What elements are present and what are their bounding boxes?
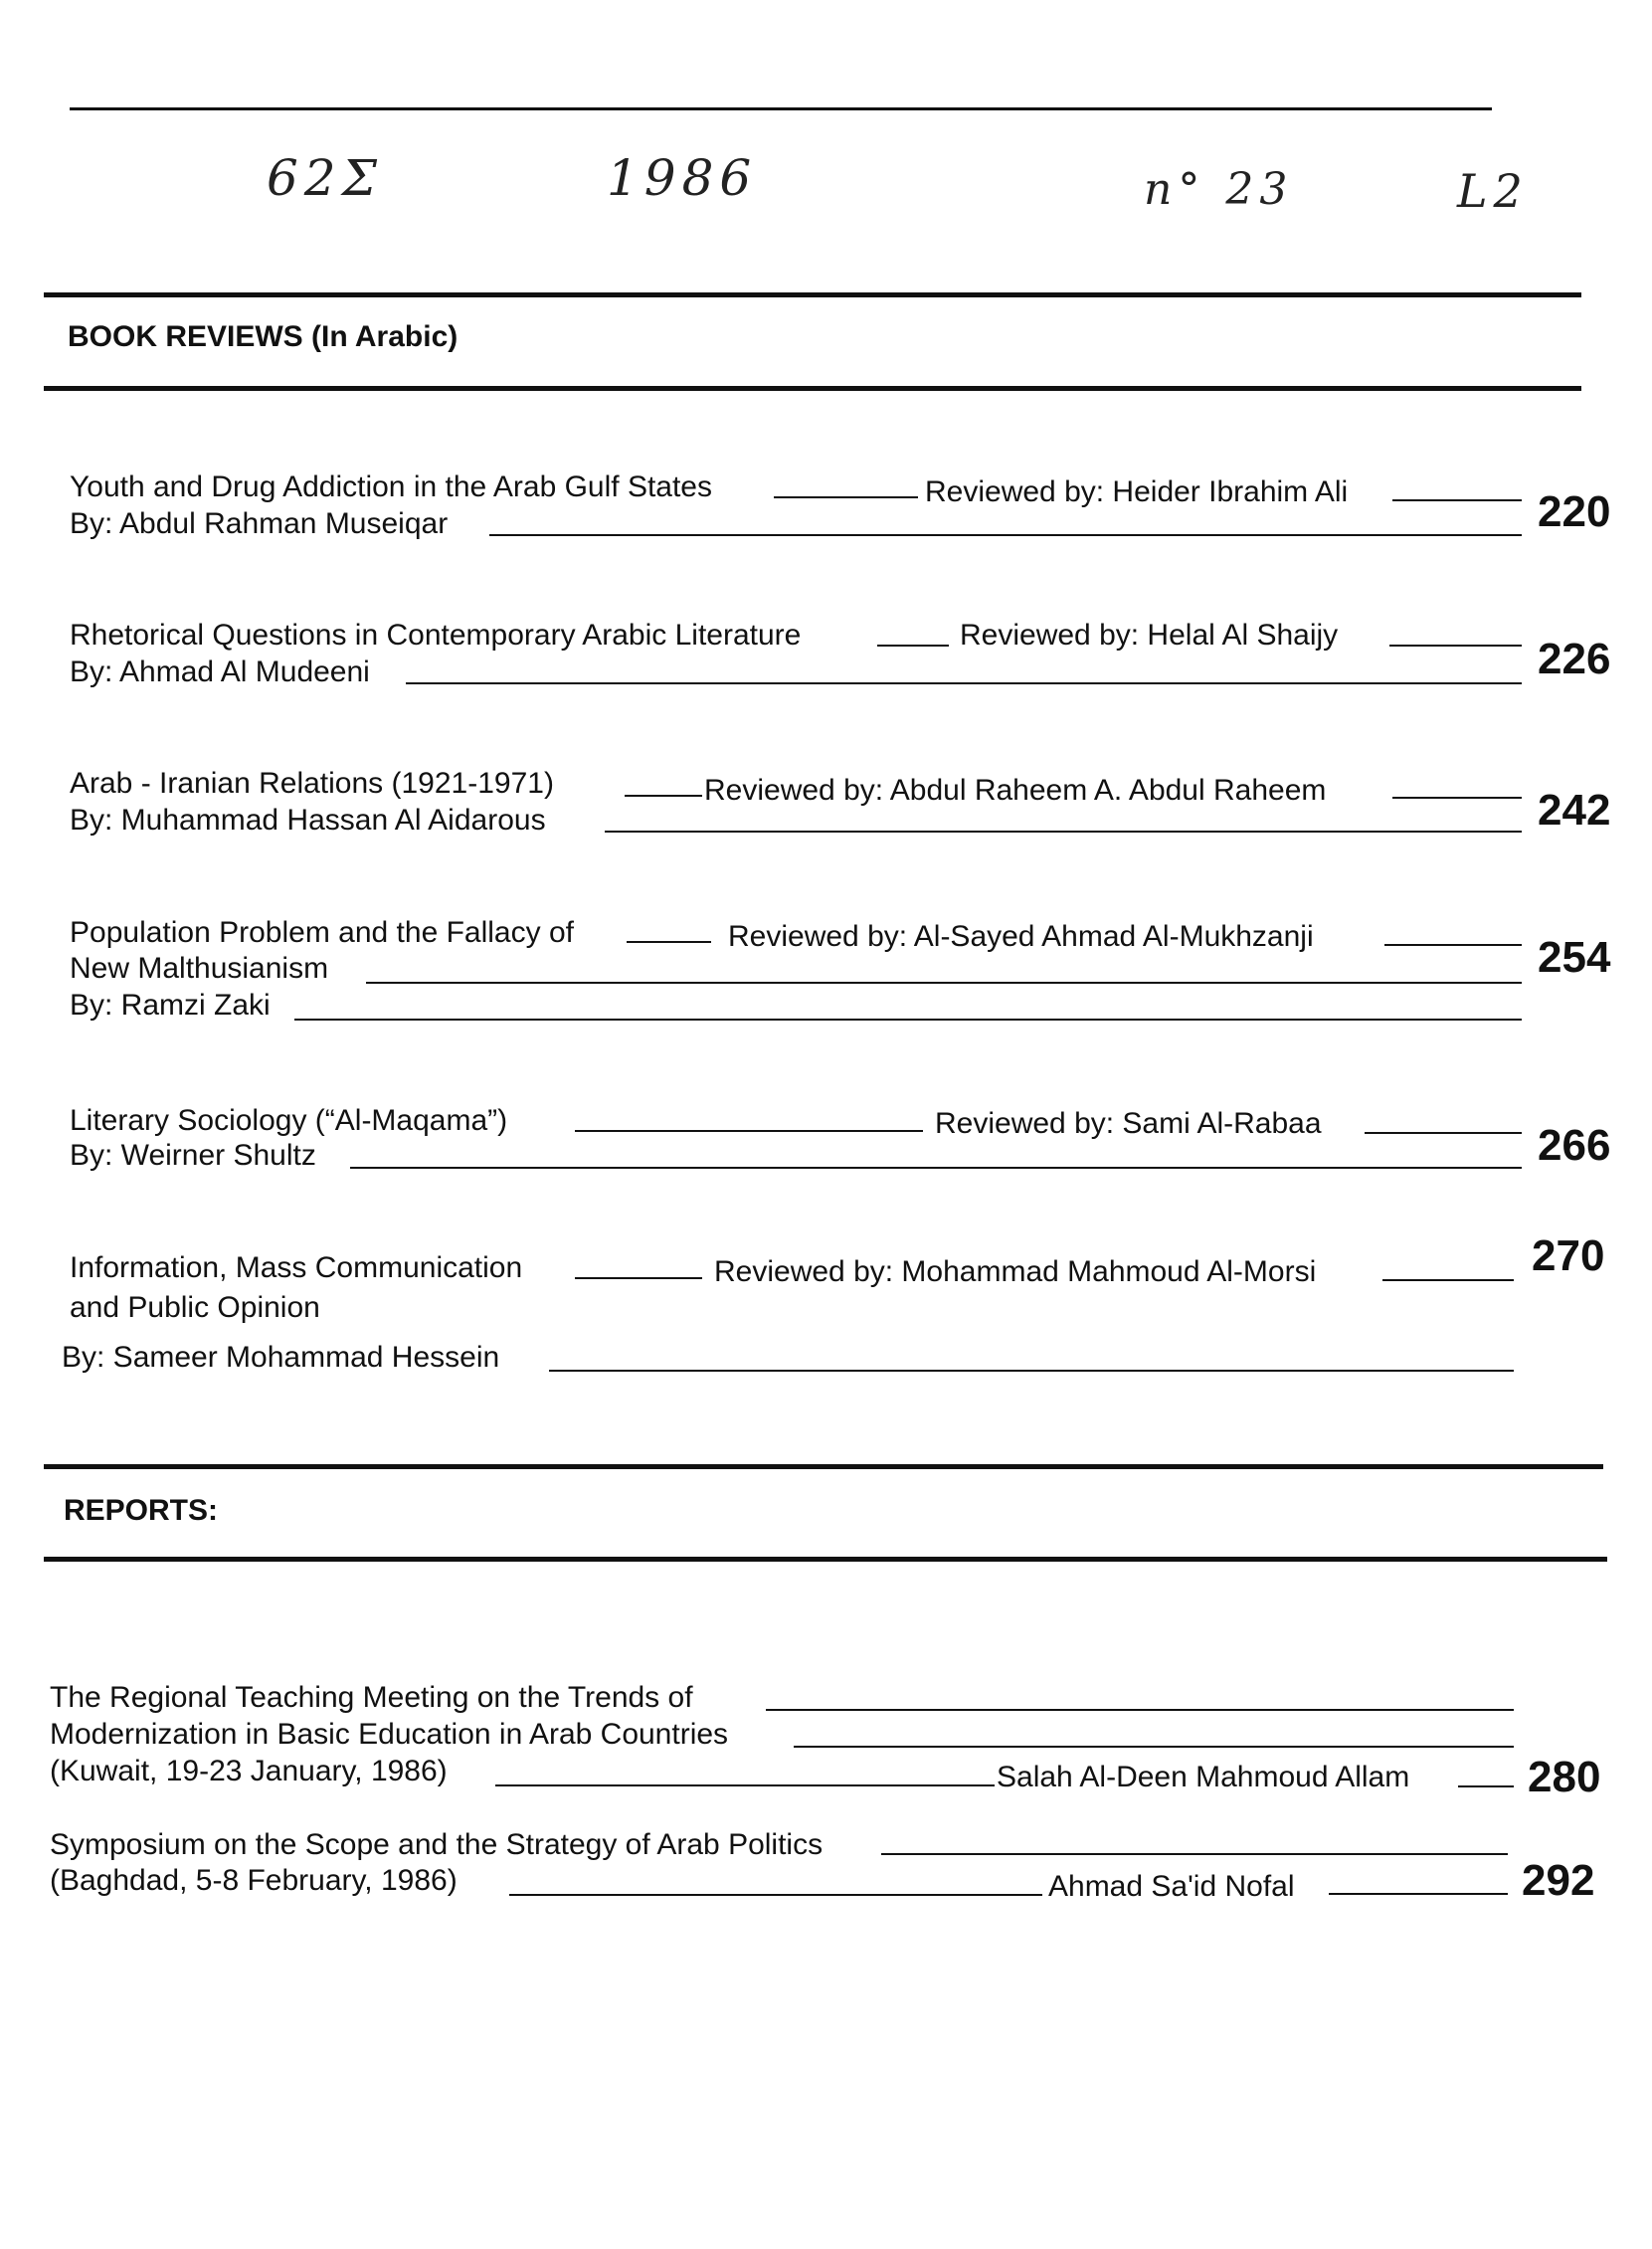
review-reviewer: Reviewed by: Heider Ibrahim Ali	[925, 475, 1349, 508]
page-number: 226	[1538, 635, 1611, 683]
book-reviews-heading: BOOK REVIEWS (In Arabic)	[68, 320, 459, 353]
review-title-cont: and Public Opinion	[70, 1291, 320, 1324]
leader-line	[575, 1130, 923, 1132]
review-reviewer: Reviewed by: Helal Al Shaijy	[960, 619, 1339, 652]
page-number: 280	[1528, 1753, 1601, 1801]
reports-rule-bottom	[44, 1557, 1607, 1562]
leader-line	[881, 1853, 1508, 1855]
leader-line	[774, 496, 918, 498]
reports-rule-top	[44, 1464, 1603, 1469]
page-number: 292	[1522, 1856, 1595, 1905]
handwritten-code: 62Σ	[267, 149, 383, 207]
report-title: The Regional Teaching Meeting on the Trends of	[50, 1681, 693, 1714]
review-reviewer: Reviewed by: Sami Al-Rabaa	[935, 1107, 1322, 1140]
leader-line	[877, 645, 949, 647]
leader-line	[1329, 1893, 1508, 1895]
handwritten-mark: L2	[1457, 164, 1529, 218]
review-title: Literary Sociology (“Al-Maqama”)	[70, 1104, 508, 1137]
review-title: Population Problem and the Fallacy of	[70, 916, 574, 949]
leader-line	[1458, 1785, 1514, 1787]
review-title-cont: New Malthusianism	[70, 952, 329, 985]
top-rule	[70, 107, 1492, 110]
review-author: By: Weirner Shultz	[70, 1139, 316, 1172]
report-author: Ahmad Sa'id Nofal	[1048, 1870, 1295, 1903]
leader-line	[1365, 1132, 1522, 1134]
leader-line	[605, 831, 1522, 833]
leader-line	[1384, 944, 1522, 946]
review-title: Information, Mass Communication	[70, 1251, 523, 1284]
leader-line	[489, 534, 1522, 536]
review-author: By: Abdul Rahman Museiqar	[70, 507, 449, 540]
handwritten-issue: n° 23	[1144, 164, 1294, 215]
report-title: Symposium on the Scope and the Strategy of Arab Politics	[50, 1828, 824, 1861]
page-number: 254	[1538, 933, 1611, 982]
report-location: (Baghdad, 5-8 February, 1986)	[50, 1864, 458, 1897]
leader-line	[1392, 797, 1522, 799]
report-author: Salah Al-Deen Mahmoud Allam	[997, 1761, 1410, 1793]
book-reviews-rule-bottom	[44, 386, 1581, 391]
review-reviewer: Reviewed by: Al-Sayed Ahmad Al-Mukhzanji	[728, 920, 1314, 953]
review-title: Rhetorical Questions in Contemporary Arabic Literature	[70, 619, 802, 652]
leader-line	[366, 982, 1522, 984]
book-reviews-rule-top	[44, 292, 1581, 297]
report-title-cont: Modernization in Basic Education in Arab Countries	[50, 1718, 729, 1751]
review-author: By: Sameer Mohammad Hessein	[62, 1341, 500, 1374]
page-number: 242	[1538, 786, 1611, 835]
page-number: 270	[1532, 1231, 1605, 1280]
leader-line	[350, 1167, 1522, 1169]
handwritten-year: 1986	[607, 149, 758, 207]
report-location: (Kuwait, 19-23 January, 1986)	[50, 1755, 448, 1787]
review-reviewer: Reviewed by: Mohammad Mahmoud Al-Morsi	[714, 1255, 1317, 1288]
review-title: Arab - Iranian Relations (1921-1971)	[70, 767, 554, 800]
reports-heading: REPORTS:	[64, 1494, 219, 1527]
leader-line	[294, 1019, 1522, 1021]
leader-line	[509, 1894, 1042, 1896]
review-author: By: Ahmad Al Mudeeni	[70, 656, 370, 688]
leader-line	[625, 795, 702, 797]
review-author: By: Muhammad Hassan Al Aidarous	[70, 804, 546, 837]
leader-line	[766, 1709, 1514, 1711]
page-number: 266	[1538, 1121, 1611, 1170]
leader-line	[1382, 1279, 1514, 1281]
leader-line	[406, 682, 1522, 684]
leader-line	[794, 1746, 1514, 1748]
leader-line	[1392, 499, 1522, 501]
leader-line	[495, 1784, 995, 1786]
review-title: Youth and Drug Addiction in the Arab Gulf States	[70, 470, 712, 503]
leader-line	[549, 1370, 1514, 1372]
leader-line	[575, 1277, 702, 1279]
review-author: By: Ramzi Zaki	[70, 989, 271, 1022]
page-number: 220	[1538, 487, 1611, 536]
leader-line	[1389, 645, 1522, 647]
leader-line	[627, 941, 711, 943]
review-reviewer: Reviewed by: Abdul Raheem A. Abdul Raheem	[704, 774, 1327, 807]
